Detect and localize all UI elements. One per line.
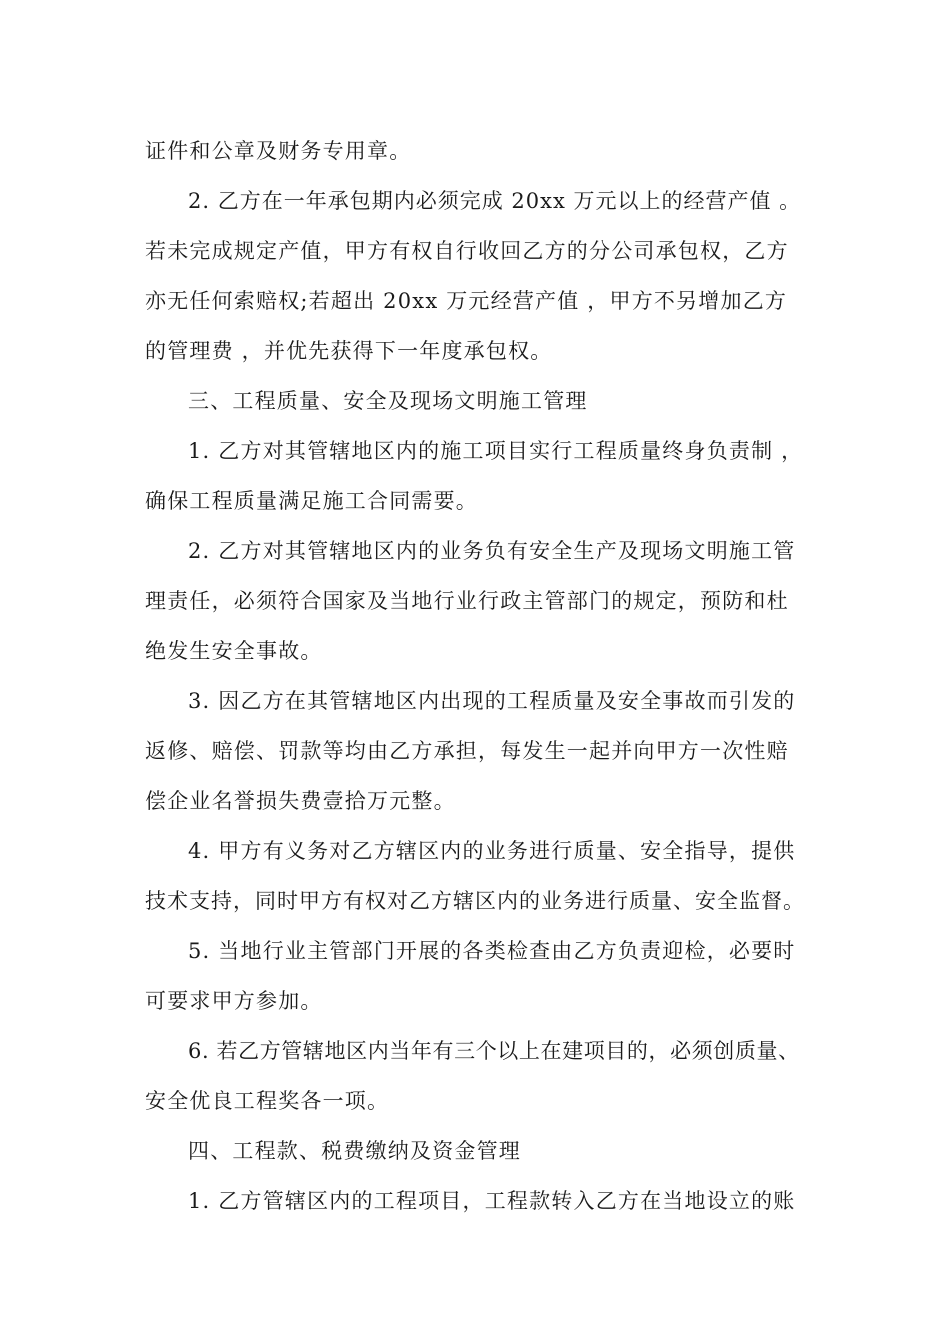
text-line-19: 6. 若乙方管辖地区内当年有三个以上在建项目的，必须创质量、 — [188, 1039, 800, 1063]
text-line-8: 确保工程质量满足施工合同需要。 — [145, 489, 478, 513]
text-line-22: 1. 乙方管辖区内的工程项目，工程款转入乙方在当地设立的账 — [188, 1189, 796, 1213]
text-line-1: 证件和公章及财务专用章。 — [145, 139, 412, 163]
text-line-4: 亦无任何索赔权;若超出 20xx 万元经营产值 ，甲方不另增加乙方 — [145, 289, 788, 313]
text-line-11: 绝发生安全事故。 — [145, 639, 323, 663]
text-line-5: 的管理费 ，并优先获得下一年度承包权。 — [145, 339, 553, 363]
text-line-2: 2. 乙方在一年承包期内必须完成 20xx 万元以上的经营产值 。 — [188, 189, 802, 213]
text-line-14: 偿企业名誉损失费壹拾万元整。 — [145, 789, 456, 813]
text-line-3: 若未完成规定产值，甲方有权自行收回乙方的分公司承包权，乙方 — [145, 239, 789, 263]
text-line-18: 可要求甲方参加。 — [145, 989, 323, 1013]
text-line-17: 5. 当地行业主管部门开展的各类检查由乙方负责迎检，必要时 — [188, 939, 796, 963]
text-line-15: 4. 甲方有义务对乙方辖区内的业务进行质量、安全指导，提供 — [188, 839, 796, 863]
text-line-13: 返修、赔偿、罚款等均由乙方承担，每发生一起并向甲方一次性赔 — [145, 739, 789, 763]
text-line-12: 3. 因乙方在其管辖地区内出现的工程质量及安全事故而引发的 — [188, 689, 796, 713]
section-heading-4: 四、工程款、税费缴纳及资金管理 — [188, 1139, 521, 1163]
text-line-7: 1. 乙方对其管辖地区内的施工项目实行工程质量终身负责制 ， — [188, 439, 804, 463]
text-line-10: 理责任，必须符合国家及当地行业行政主管部门的规定，预防和杜 — [145, 589, 789, 613]
text-line-9: 2. 乙方对其管辖地区内的业务负有安全生产及现场文明施工管 — [188, 539, 796, 563]
text-line-20: 安全优良工程奖各一项。 — [145, 1089, 390, 1113]
text-line-16: 技术支持，同时甲方有权对乙方辖区内的业务进行质量、安全监督。 — [145, 889, 805, 913]
section-heading-3: 三、工程质量、安全及现场文明施工管理 — [188, 389, 588, 413]
